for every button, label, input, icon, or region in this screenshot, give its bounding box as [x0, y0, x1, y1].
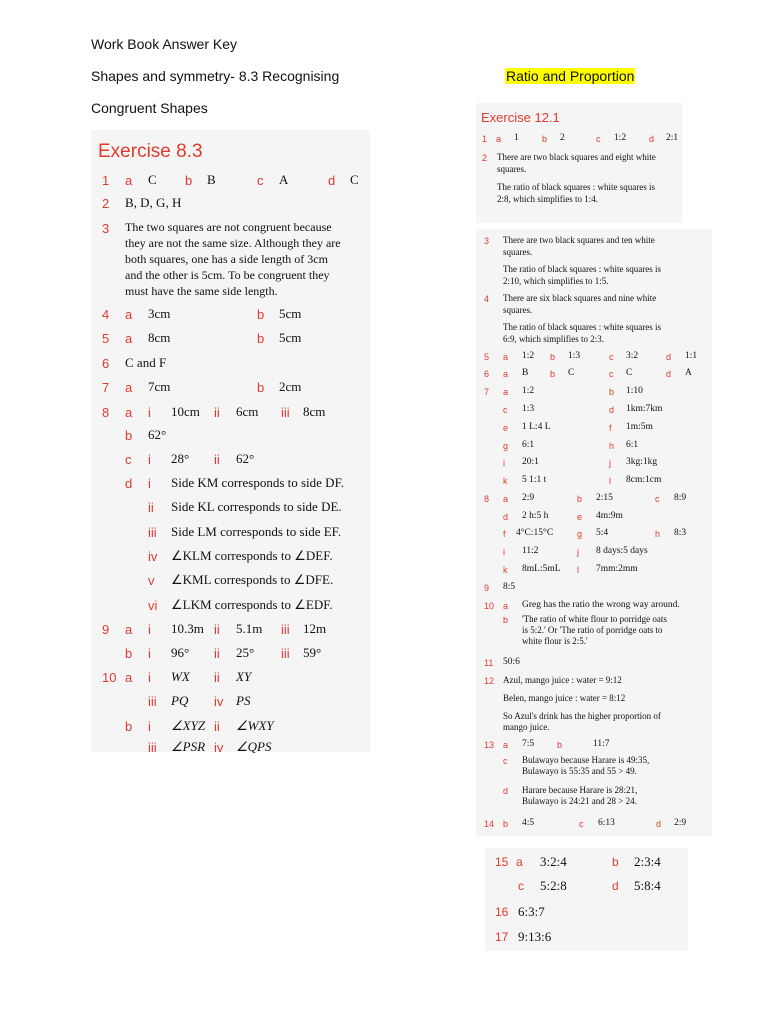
r-q7-e-answer: 1 L:4 L	[522, 422, 551, 432]
r-q5-number: 5	[484, 352, 490, 362]
q10-a-i-label: i	[148, 670, 151, 685]
r-q10-b-label: b	[503, 615, 509, 625]
r-q14-d-answer: 2:9	[674, 818, 687, 828]
r-q8-f-answer: 4°C:15°C	[516, 528, 554, 538]
r-q7-g-answer: 6:1	[522, 440, 535, 450]
r-q15-d-answer: 5:8:4	[634, 878, 661, 893]
q6-number: 6	[102, 356, 110, 371]
r-q8-k-answer: 8mL:5mL	[522, 564, 561, 574]
q9-a-ii-label: ii	[214, 622, 220, 637]
r-q1-a-label: a	[496, 134, 502, 144]
r-q15-number: 15	[495, 855, 509, 869]
q8-d-iii-answer: Side LM corresponds to side EF.	[171, 524, 342, 539]
r-q7-b-label: b	[609, 387, 615, 397]
r-q14-c-label: c	[579, 819, 584, 829]
r-q4-line-2: squares.	[503, 305, 533, 315]
q8-number: 8	[102, 405, 110, 420]
q9-a-i-answer: 10.3m	[171, 621, 204, 636]
r-q12-line-1: Azul, mango juice : water = 9:12	[503, 675, 622, 685]
r-q9-answer: 8:5	[503, 582, 516, 592]
r-q3-line-2: squares.	[503, 247, 533, 257]
r-q7-a-answer: 1:2	[522, 386, 535, 396]
r-q6-c-label: c	[609, 369, 614, 379]
q1-b-label: b	[185, 173, 193, 188]
q9-b-i-label: i	[148, 646, 151, 661]
q10-a-label: a	[125, 670, 133, 685]
exercise-12-1-panel-bottom	[485, 848, 688, 951]
r-q2-line-4: 2:8, which simplifies to 1:4.	[497, 194, 598, 204]
r-q15-a-label: a	[516, 855, 523, 869]
q8-d-label: d	[125, 476, 133, 491]
r-q12-line-4: mango juice.	[503, 722, 550, 732]
r-q5-d-answer: 1:1	[685, 351, 698, 361]
q10-a-iii-label: iii	[148, 694, 157, 709]
r-q3-number: 3	[484, 236, 490, 246]
r-q8-i-answer: 11:2	[522, 546, 539, 556]
exercise-12-1-panel-main	[476, 229, 712, 836]
r-q8-c-answer: 8:9	[674, 493, 687, 503]
q8-a-ii-answer: 6cm	[236, 404, 259, 419]
r-q10-a-answer: Greg has the ratio the wrong way around.	[522, 600, 680, 610]
r-q5-a-answer: 1:2	[522, 351, 535, 361]
r-q8-g-answer: 5:4	[596, 528, 609, 538]
q9-a-iii-label: iii	[281, 622, 290, 637]
r-q6-number: 6	[484, 369, 490, 379]
r-q6-d-label: d	[666, 369, 672, 379]
q3-line-3: both squares, one has a side length of 3cm	[125, 252, 328, 266]
r-q13-c-label: c	[503, 756, 508, 766]
answer-key-title: Work Book Answer Key	[91, 36, 238, 52]
r-q5-c-answer: 3:2	[626, 351, 639, 361]
r-q6-a-answer: B	[522, 368, 529, 378]
r-q8-a-label: a	[503, 494, 509, 504]
r-q1-d-label: d	[649, 134, 655, 144]
r-q12-line-3: So Azul's drink has the higher proportion of	[503, 711, 661, 721]
q5-number: 5	[102, 331, 110, 346]
r-q8-k-label: k	[503, 565, 508, 575]
q9-b-label: b	[125, 646, 133, 661]
q7-b-label: b	[257, 380, 265, 395]
r-q6-b-answer: C	[568, 368, 575, 378]
r-q7-c-label: c	[503, 405, 508, 415]
q10-a-ii-label: ii	[214, 670, 220, 685]
q8-d-vi-answer: ∠LKM corresponds to ∠EDF.	[171, 597, 333, 612]
r-q7-j-answer: 3kg:1kg	[626, 457, 658, 467]
r-q7-l-answer: 8cm:1cm	[626, 475, 662, 485]
r-q17-number: 17	[495, 930, 509, 944]
r-q8-l-answer: 7mm:2mm	[596, 564, 638, 574]
q10-b-iii-answer: ∠PSR	[171, 739, 206, 754]
q1-d-answer: C	[350, 172, 359, 187]
q3-line-4: and the other is 5cm. To be congruent they	[125, 268, 330, 282]
r-q16-number: 16	[495, 905, 509, 919]
r-q15-a-answer: 3:2:4	[540, 854, 567, 869]
r-q1-number: 1	[482, 134, 488, 144]
q8-d-ii-label: ii	[148, 500, 154, 515]
r-q15-b-label: b	[612, 855, 619, 869]
r-q8-j-label: j	[577, 547, 579, 557]
r-q2-line-2: squares.	[497, 164, 527, 174]
r-q10-a-label: a	[503, 601, 509, 611]
q4-a-label: a	[125, 307, 133, 322]
r-q1-b-answer: 2	[560, 133, 565, 143]
q10-b-i-answer: ∠XYZ	[171, 718, 206, 733]
q8-d-v-answer: ∠KML corresponds to ∠DFE.	[171, 572, 334, 587]
q8-b-answer: 62°	[148, 427, 167, 442]
q5-b-label: b	[257, 331, 265, 346]
r-q13-d-line-2: Bulawayo is 24:21 and 28 > 24.	[522, 796, 637, 806]
q2-answer: B, D, G, H	[125, 195, 182, 210]
r-q1-c-answer: 1:2	[614, 133, 627, 143]
q6-answer: C and F	[125, 355, 167, 370]
r-q13-a-answer: 7:5	[522, 739, 535, 749]
q10-a-iii-answer: PQ	[171, 693, 189, 708]
r-q1-b-label: b	[542, 134, 548, 144]
r-q5-c-label: c	[609, 352, 614, 362]
r-q7-j-label: j	[609, 458, 611, 468]
q1-number: 1	[102, 173, 110, 188]
r-q8-d-answer: 2 h:5 h	[522, 511, 549, 521]
exercise-12-1-panel-top	[476, 103, 682, 223]
q9-a-label: a	[125, 622, 133, 637]
q9-a-iii-answer: 12m	[303, 621, 327, 636]
exercise-8-3-panel	[91, 130, 370, 755]
r-q17-answer: 9:13:6	[518, 929, 552, 944]
q8-a-ii-label: ii	[214, 405, 220, 420]
q8-c-ii-label: ii	[214, 452, 220, 467]
r-q3-line-4: 2:10, which simplifies to 1:5.	[503, 276, 609, 286]
r-q14-b-answer: 4:5	[522, 818, 535, 828]
q8-d-i-answer: Side KM corresponds to side DF.	[171, 475, 345, 490]
q10-a-ii-answer: XY	[236, 669, 252, 684]
chapter-heading: Shapes and symmetry- 8.3 Recognising	[91, 68, 340, 84]
r-q4-line-4: 6:9, which simplifies to 2:3.	[503, 334, 604, 344]
q4-a-answer: 3cm	[148, 306, 171, 321]
q1-c-label: c	[257, 173, 264, 188]
q8-a-iii-label: iii	[281, 405, 290, 420]
q8-a-i-answer: 10cm	[171, 404, 200, 419]
q10-b-i-label: i	[148, 719, 151, 734]
r-q7-g-label: g	[503, 441, 509, 451]
r-q7-k-label: k	[503, 476, 508, 486]
q1-a-answer: C	[148, 172, 157, 187]
r-q7-l-label: l	[609, 476, 611, 486]
r-q6-d-answer: A	[685, 368, 692, 378]
q2-number: 2	[102, 196, 110, 211]
q8-d-ii-answer: Side KL corresponds to side DE.	[171, 499, 342, 514]
q1-d-label: d	[328, 173, 336, 188]
r-q14-d-label: d	[656, 819, 662, 829]
r-q10-b-line-3: white flour is 2:5.'	[522, 636, 588, 646]
q10-b-ii-label: ii	[214, 719, 220, 734]
r-q14-b-label: b	[503, 819, 509, 829]
r-q12-number: 12	[484, 676, 495, 686]
r-q7-a-label: a	[503, 387, 509, 397]
r-q5-b-answer: 1:3	[568, 351, 581, 361]
q5-a-label: a	[125, 331, 133, 346]
r-q7-k-answer: 5 1:1 t	[522, 475, 547, 485]
q8-c-i-answer: 28°	[171, 451, 190, 466]
r-q7-d-answer: 1km:7km	[626, 404, 663, 414]
q4-number: 4	[102, 307, 110, 322]
exercise-8-3-title: Exercise 8.3	[98, 141, 203, 162]
q9-b-iii-answer: 59°	[303, 645, 322, 660]
r-q8-c-label: c	[655, 494, 660, 504]
r-q13-b-label: b	[557, 740, 563, 750]
q8-a-i-label: i	[148, 405, 151, 420]
q10-b-iii-label: iii	[148, 740, 157, 755]
r-q1-d-answer: 2:1	[666, 133, 679, 143]
r-q4-line-3: The ratio of black squares : white squares is	[503, 322, 661, 332]
r-q10-b-line-2: is 5:2.' Or 'The ratio of porridge oats to	[522, 625, 663, 635]
r-q13-number: 13	[484, 740, 495, 750]
r-q1-a-answer: 1	[514, 133, 519, 143]
q9-a-i-label: i	[148, 622, 151, 637]
q9-number: 9	[102, 622, 110, 637]
r-q6-c-answer: C	[626, 368, 633, 378]
q8-d-vi-label: vi	[148, 598, 158, 613]
q10-a-iv-label: iv	[214, 694, 224, 709]
r-q8-i-label: i	[503, 547, 505, 557]
q8-a-label: a	[125, 405, 133, 420]
q7-number: 7	[102, 380, 110, 395]
r-q13-a-label: a	[503, 740, 509, 750]
q3-line-5: must have the same side length.	[125, 284, 278, 298]
r-q14-c-answer: 6:13	[598, 818, 615, 828]
r-q8-g-label: g	[577, 529, 583, 539]
r-q8-b-label: b	[577, 494, 583, 504]
r-q13-c-line-2: Bulawayo is 55:35 and 55 > 49.	[522, 766, 637, 776]
r-q15-c-label: c	[518, 879, 524, 893]
r-q8-h-answer: 8:3	[674, 528, 687, 538]
r-q4-line-1: There are six black squares and nine white	[503, 293, 657, 303]
r-q2-line-1: There are two black squares and eight white	[497, 152, 656, 162]
r-q15-c-answer: 5:2:8	[540, 878, 567, 893]
q8-d-iv-answer: ∠KLM corresponds to ∠DEF.	[171, 548, 333, 563]
r-q8-a-answer: 2:9	[522, 493, 535, 503]
q3-line-1: The two squares are not congruent because	[125, 220, 332, 234]
q9-b-ii-label: ii	[214, 646, 220, 661]
r-q13-c-line-1: Bulawayo because Harare is 49:35,	[522, 755, 650, 765]
r-q2-line-3: The ratio of black squares : white squares is	[497, 182, 655, 192]
q9-b-ii-answer: 25°	[236, 645, 255, 660]
q7-b-answer: 2cm	[279, 379, 302, 394]
r-q3-line-3: The ratio of black squares : white squares is	[503, 264, 661, 274]
q10-b-iv-answer: ∠QPS	[236, 739, 272, 754]
r-q8-h-label: h	[655, 529, 661, 539]
r-q12-line-2: Belen, mango juice : water = 8:12	[503, 693, 626, 703]
r-q8-l-label: l	[577, 565, 579, 575]
q8-b-label: b	[125, 428, 133, 443]
r-q3-line-1: There are two black squares and ten white	[503, 235, 655, 245]
r-q8-f-label: f	[503, 529, 506, 539]
r-q7-f-answer: 1m:5m	[626, 422, 653, 432]
q9-b-i-answer: 96°	[171, 645, 190, 660]
q8-d-v-label: v	[148, 573, 155, 588]
r-q7-f-label: f	[609, 423, 612, 433]
r-q5-d-label: d	[666, 352, 672, 362]
r-q7-c-answer: 1:3	[522, 404, 535, 414]
r-q2-number: 2	[482, 153, 488, 163]
q8-c-ii-answer: 62°	[236, 451, 255, 466]
r-q7-i-answer: 20:1	[522, 457, 539, 467]
r-q7-h-answer: 6:1	[626, 440, 639, 450]
q3-line-2: they are not the same size. Although they are	[125, 236, 341, 250]
q5-b-answer: 5cm	[279, 330, 302, 345]
r-q16-answer: 6:3:7	[518, 904, 545, 919]
r-q5-b-label: b	[550, 352, 556, 362]
q4-b-label: b	[257, 307, 265, 322]
r-q11-answer: 50:6	[503, 657, 520, 667]
ratio-proportion-heading: Ratio and Proportion	[506, 68, 635, 84]
r-q13-d-line-1: Harare because Harare is 28:21,	[522, 785, 638, 795]
r-q5-a-label: a	[503, 352, 509, 362]
r-q4-number: 4	[484, 294, 490, 304]
q3-number: 3	[102, 221, 110, 236]
r-q10-number: 10	[484, 601, 495, 611]
r-q7-number: 7	[484, 387, 490, 397]
q8-c-i-label: i	[148, 452, 151, 467]
r-q10-b-line-1: 'The ratio of white flour to porridge oats	[522, 614, 667, 624]
q4-b-answer: 5cm	[279, 306, 302, 321]
q10-a-i-answer: WX	[171, 669, 190, 684]
q10-number: 10	[102, 670, 117, 685]
r-q6-b-label: b	[550, 369, 556, 379]
r-q1-c-label: c	[596, 134, 601, 144]
chapter-heading-continued: Congruent Shapes	[91, 100, 208, 116]
q7-a-answer: 7cm	[148, 379, 171, 394]
q1-b-answer: B	[207, 172, 216, 187]
q8-a-iii-answer: 8cm	[303, 404, 326, 419]
q5-a-answer: 8cm	[148, 330, 171, 345]
q8-d-iii-label: iii	[148, 525, 157, 540]
r-q8-b-answer: 2:15	[596, 493, 613, 503]
r-q7-d-label: d	[609, 405, 615, 415]
q10-a-iv-answer: PS	[236, 693, 251, 708]
r-q7-i-label: i	[503, 458, 505, 468]
r-q7-h-label: h	[609, 441, 615, 451]
r-q15-d-label: d	[612, 879, 619, 893]
r-q8-d-label: d	[503, 512, 509, 522]
q9-b-iii-label: iii	[281, 646, 290, 661]
exercise-12-1-title: Exercise 12.1	[481, 110, 560, 125]
r-q8-e-answer: 4m:9m	[596, 511, 623, 521]
r-q8-e-label: e	[577, 512, 583, 522]
r-q15-b-answer: 2:3:4	[634, 854, 661, 869]
r-q13-d-label: d	[503, 786, 509, 796]
q10-b-ii-answer: ∠WXY	[236, 718, 274, 733]
r-q13-b-answer: 11:7	[593, 739, 610, 749]
q10-b-label: b	[125, 719, 133, 734]
q9-a-ii-answer: 5.1m	[236, 621, 263, 636]
r-q11-number: 11	[484, 658, 494, 668]
q8-d-i-label: i	[148, 476, 151, 491]
r-q14-number: 14	[484, 819, 495, 829]
r-q8-j-answer: 8 days:5 days	[596, 546, 648, 556]
r-q8-number: 8	[484, 494, 490, 504]
q1-c-answer: A	[279, 172, 289, 187]
q10-b-iv-label: iv	[214, 740, 224, 755]
r-q9-number: 9	[484, 583, 490, 593]
q8-c-label: c	[125, 452, 132, 467]
r-q7-b-answer: 1:10	[626, 386, 643, 396]
r-q6-a-label: a	[503, 369, 509, 379]
q7-a-label: a	[125, 380, 133, 395]
r-q7-e-label: e	[503, 423, 509, 433]
q1-a-label: a	[125, 173, 133, 188]
q8-d-iv-label: iv	[148, 549, 158, 564]
